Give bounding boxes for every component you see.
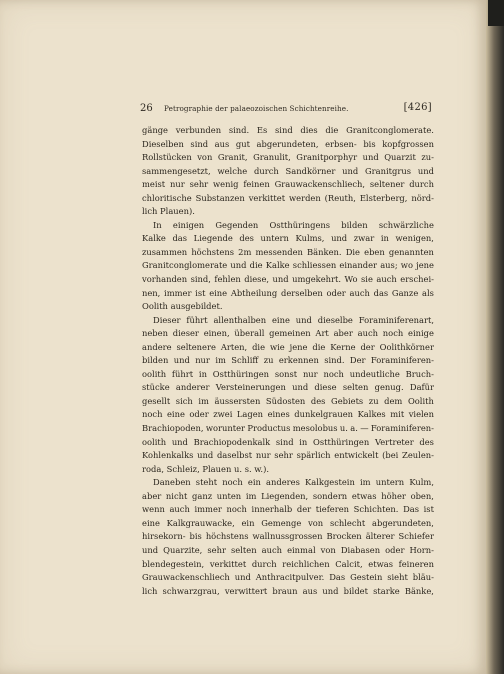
text-line: chloritische Substanzen verkittet werden (Reuth, Elsterberg, nörd- xyxy=(142,192,434,203)
text-line: In einigen Gegenden Ostthüringens bilden schwärzliche xyxy=(153,219,434,230)
text-line: roda, Schleiz, Plauen u. s. w.). xyxy=(142,463,269,474)
text-line: Dieselben sind aus gut abgerundeten, erbsen- bis kopfgrossen xyxy=(142,138,434,149)
text-line: Daneben steht noch ein anderes Kalkgestein im untern Kulm, xyxy=(153,477,434,488)
text-line: noch eine oder zwei Lagen eines dunkelgrauen Kalkes mit vielen xyxy=(142,409,434,420)
text-line: hirsekorn- bis höchstens wallnussgrossen Brocken älterer Schiefer xyxy=(142,531,434,542)
page-number: 26 xyxy=(140,103,153,114)
running-title: Petrographie der palaeozoischen Schichtenreihe. xyxy=(164,104,349,113)
text-line: eine Kalkgrauwacke, ein Gemenge von schlecht abgerundeten, xyxy=(142,517,434,528)
text-line: blendegestein, verkittet durch reichlichen Calcit, etwas feineren xyxy=(142,558,434,569)
text-line: bilden und nur im Schliff zu erkennen sind. Der Foraminiferen- xyxy=(142,355,434,366)
text-line: Kohlenkalks und daselbst nur sehr spärlich entwickelt (bei Zeulen- xyxy=(142,450,434,461)
text-line: oolith führt in Ostthüringen sonst nur noch undeutliche Bruch- xyxy=(142,368,434,379)
body-text xyxy=(142,124,434,598)
text-line: lich schwarzgrau, verwittert braun aus und bildet starke Bänke, xyxy=(142,585,434,596)
text-line: gesellt sich im äussersten Südosten des Gebiets zu dem Oolith xyxy=(142,395,434,406)
text-line: neben dieser einen, überall gemeinen Art aber auch noch einige xyxy=(142,328,434,339)
text-line: gänge verbunden sind. Es sind dies die Granitconglomerate. xyxy=(142,125,434,135)
text-line: Kalke das Liegende des untern Kulms, und zwar in wenigen, xyxy=(142,233,434,244)
text-line: Grauwackenschliech und Anthracitpulver. Das Gestein sieht bläu- xyxy=(142,572,434,583)
scan-corner xyxy=(488,0,504,26)
text-line: sammengesetzt, welche durch Sandkörner und Granitgrus und xyxy=(142,165,434,176)
text-line: lich Plauen). xyxy=(142,206,195,217)
text-line: oolith und Brachiopodenkalk sind in Ostthüringen Vertreter des xyxy=(142,436,434,447)
page-edge-shadow xyxy=(486,0,504,674)
text-line: Dieser führt allenthalben eine und dieselbe Foraminiferenart, xyxy=(153,314,434,325)
page-header xyxy=(140,103,432,117)
text-line: Rollstücken von Granit, Granulit, Granitporphyr und Quarzit zu- xyxy=(142,152,434,163)
text-line: Brachiopoden, worunter Productus mesolobus u. a. — Foraminiferen- xyxy=(142,423,434,434)
text-line: nen, immer ist eine Abtheilung derselben oder auch das Ganze als xyxy=(142,287,434,298)
text-line: und Quarzite, sehr selten auch einmal von Diabasen oder Horn- xyxy=(142,544,434,555)
text-line: vorhanden sind, fehlen diese, und umgekehrt. Wo sie auch erschei- xyxy=(142,274,434,285)
text-line: meist nur sehr wenig feinen Grauwackenschliech, seltener durch xyxy=(142,179,434,190)
bracket-page-number: [426] xyxy=(403,102,432,113)
text-line: andere seltenere Arten, die wie jene die Kerne der Oolithkörner xyxy=(142,341,434,352)
text-line: aber nicht ganz unten im Liegenden, sondern etwas höher oben, xyxy=(142,490,434,501)
text-line: zusammen höchstens 2m messenden Bänken. Die eben genannten xyxy=(142,246,434,257)
text-line: Oolith ausgebildet. xyxy=(142,301,223,312)
text-line: Granitconglomerate und die Kalke schliessen einander aus; wo jene xyxy=(142,260,434,271)
text-line: stücke anderer Versteinerungen und diese selten genug. Dafür xyxy=(142,382,434,393)
text-line: wenn auch immer noch innerhalb der tieferen Schichten. Das ist xyxy=(142,504,434,515)
